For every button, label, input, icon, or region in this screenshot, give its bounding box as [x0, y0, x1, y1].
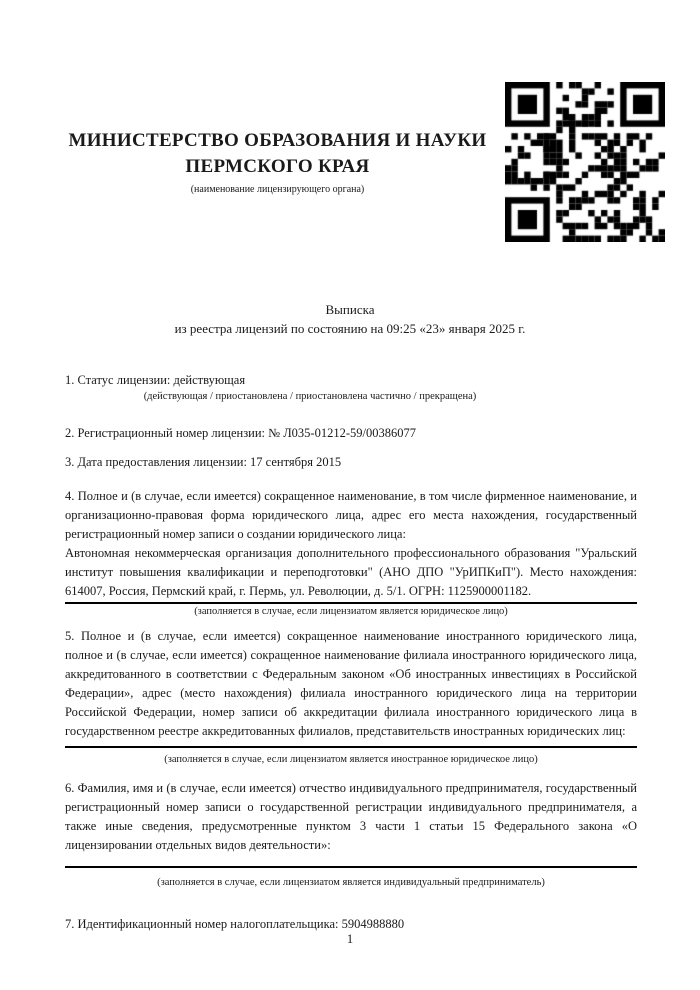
- document-title-line2: из реестра лицензий по состоянию на 09:25 «23» января 2025 г.: [174, 321, 526, 336]
- item-license-date: 3. Дата предоставления лицензии: 17 сентября 2015: [65, 455, 342, 469]
- document-title-line1: Выписка: [325, 302, 375, 317]
- item-legal-entity-value: Автономная некоммерческая организация дополнительного профессионального образования "Уральский институт повышения квалификации и переподготовки" (АНО ДПО "УрИПКиП"). Место нахождения: 614007, Россия, Пермский край, г. Пермь, ул. Революции, д. 5/1. ОГРН: 1125900001182.: [65, 546, 637, 598]
- item-license-status-caption: (действующая / приостановлена / приостановлена частично / прекращена): [143, 391, 477, 402]
- item-registration-number: 2. Регистрационный номер лицензии: № Л035-01212-59/00386077: [65, 426, 416, 440]
- item-individual-entrepreneur-label: 6. Фамилия, имя и (в случае, если имеется) отчество индивидуального предпринимателя, государственный регистрационный номер записи о государственной регистрации индивидуального предпринимателя, а также иные сведения, предусмотренные пунктом 3 части 1 статьи 15 Федерального закона «О лицензировании отдельных видов деятельности»:: [65, 781, 637, 852]
- qr-code-icon: [505, 82, 665, 242]
- item-license-status-caption-wrap: [65, 390, 555, 403]
- legal-entity-rule: [65, 602, 637, 604]
- item-taxpayer-number: 7. Идентификационный номер налогоплательщика: 5904988880: [65, 917, 405, 931]
- foreign-entity-rule: [65, 746, 637, 748]
- authority-caption: (наименование лицензирующего органа): [190, 184, 365, 195]
- item-foreign-entity-label: 5. Полное и (в случае, если имеется) сокращенное наименование иностранного юридического лица, полное и (в случае, если имеется) сокращенное наименование филиала иностранного юридического лица, аккредитованного в соответствии с Федеральным законом «Об иностранных инвестициях в Российской Федерации», адрес (место нахождения) филиала иностранного юридического лица на территории Российской Федерации, номер записи об аккредитации филиала иностранного юридического лица в государственном реестре аккредитованных филиалов, представительств иностранных юридических лиц:: [65, 629, 637, 738]
- individual-entrepreneur-rule: [65, 866, 637, 868]
- document-title: [64, 300, 636, 338]
- authority-name-line2: ПЕРМСКОГО КРАЯ: [185, 156, 370, 177]
- document-body: [65, 371, 637, 934]
- authority-name-line1: МИНИСТЕРСТВО ОБРАЗОВАНИЯ И НАУКИ: [68, 130, 487, 151]
- item-license-status: 1. Статус лицензии: действующая: [65, 373, 246, 387]
- foreign-entity-caption: (заполняется в случае, если лицензиатом является иностранное юридическое лицо): [164, 754, 538, 765]
- licensing-authority-block: [65, 128, 490, 196]
- item-legal-entity-label: 4. Полное и (в случае, если имеется) сокращенное наименование, в том числе фирменное наименование, и организационно-правовая форма юридического лица, адрес его места нахождения, государственный регистрационный номер записи о создании юридического лица:: [65, 489, 637, 541]
- individual-entrepreneur-caption: (заполняется в случае, если лицензиатом является индивидуальный предприниматель): [157, 877, 545, 888]
- legal-entity-caption: (заполняется в случае, если лицензиатом является юридическое лицо): [194, 606, 508, 617]
- page-number: 1: [346, 932, 354, 946]
